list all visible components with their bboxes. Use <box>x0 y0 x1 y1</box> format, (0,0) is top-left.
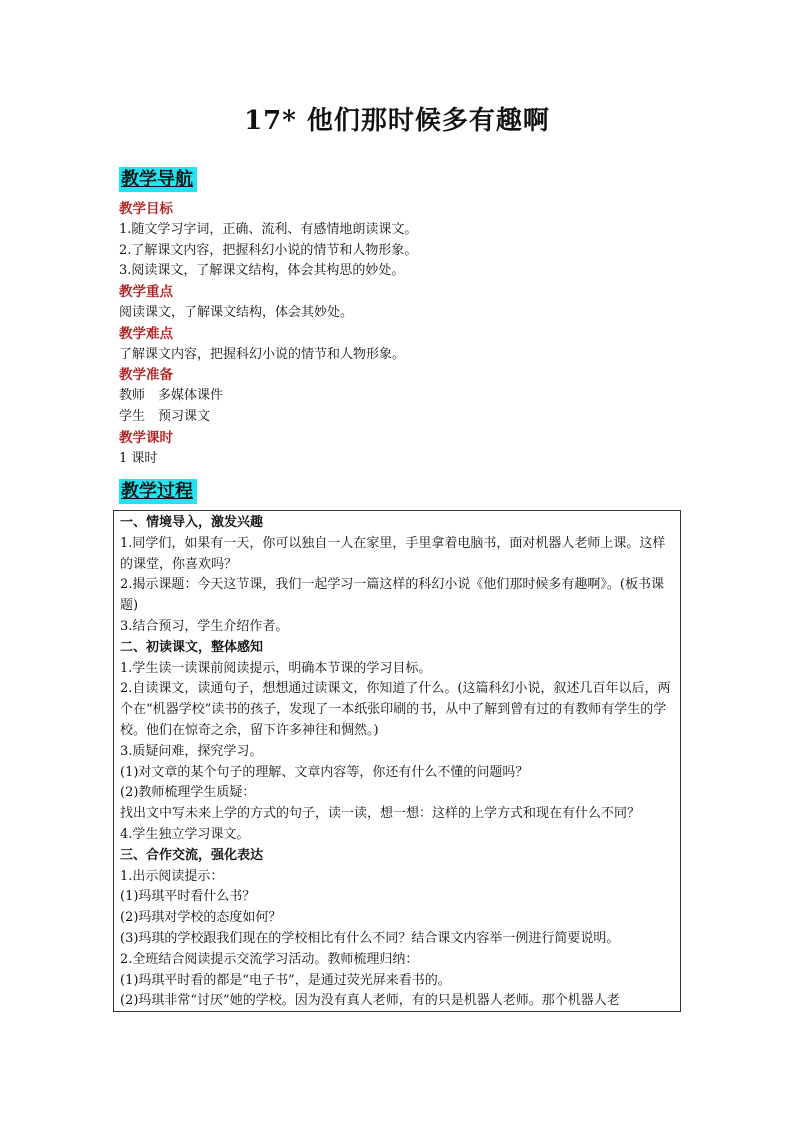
guide-section-hours <box>119 428 679 470</box>
page-title: 17* 他们那时候多有趣啊 <box>244 106 550 136</box>
process-paragraph: (1)对文章的某个句子的理解、文章内容等，你还有什么不懂的问题吗？ <box>120 764 529 780</box>
process-paragraph: 找出文中写未来上学的方式的句子，读一读，想一想：这样的上学方式和现在有什么不同？ <box>120 806 641 822</box>
guide-section-list <box>119 199 679 469</box>
section-label-preparation: 教学准备 <box>119 367 173 384</box>
process-step-heading: 二、初读课文，整体感知 <box>120 639 264 655</box>
process-paragraph: (1)玛琪平时看什么书？ <box>120 889 256 905</box>
process-paragraph: 3.质疑问难，探究学习。 <box>120 743 263 759</box>
guide-section-goals <box>119 199 679 282</box>
hours-line: 1 课时 <box>119 450 158 466</box>
goal-line: 1.随文学习字词，正确、流利、有感情地朗读课文。 <box>119 221 418 237</box>
difficulty-line: 了解课文内容，把握科幻小说的情节和人物形象。 <box>119 346 406 362</box>
process-paragraph: 1.出示阅读提示： <box>120 868 224 884</box>
section-label-goals: 教学目标 <box>119 201 173 217</box>
section-label-hours: 教学课时 <box>119 429 173 446</box>
process-content <box>114 511 680 1012</box>
process-paragraph: 1.学生读一读课前阅读提示，明确本节课的学习目标。 <box>120 660 432 676</box>
guide-heading: 教学导航 <box>119 167 197 192</box>
goal-line: 3.阅读课文，了解课文结构，体会其构思的妙处。 <box>119 263 405 279</box>
process-step-heading: 三、合作交流，强化表达 <box>120 847 264 863</box>
process-paragraph: 4.学生独立学习课文。 <box>120 826 250 842</box>
preparation-line: 教师 多媒体课件 <box>119 388 224 404</box>
process-paragraph: (3)玛琪的学校跟我们现在的学校相比有什么不同？结合课文内容举一例进行简要说明。 <box>120 930 620 946</box>
guide-section-difficulties <box>119 324 679 366</box>
process-paragraph: (2)玛琪对学校的态度如何？ <box>120 910 282 926</box>
process-paragraph: 3.结合预习，学生介绍作者。 <box>120 618 289 634</box>
process-paragraph: 2.全班结合阅读提示交流学习活动。教师梳理归纳： <box>120 951 419 967</box>
section-label-difficulties: 教学难点 <box>119 325 173 342</box>
process-paragraph: 2.自读课文，读通句子，想想通过读课文，你知道了什么。(这篇科幻小说，叙述几百年以后，两个在“机器学校”读书的孩子，发现了一本纸张印刷的书，从中了解到曾有过的有教师有学生的学校。他们在惊奇之余，留下许多神往和惆然。) <box>120 681 671 738</box>
process-paragraph: 2.揭示课题：今天这节课，我们一起学习一篇这样的科幻小说《他们那时候多有趣啊》。(板书课题) <box>120 577 664 614</box>
guide-section-preparation <box>119 365 679 427</box>
process-step-heading: 一、情境导入，激发兴趣 <box>120 515 264 530</box>
guide-section-key-points <box>119 282 679 324</box>
section-label-key-points: 教学重点 <box>119 284 173 301</box>
process-paragraph: 1.同学们，如果有一天，你可以独自一人在家里，手里拿着电脑书，面对机器人老师上课。这样的课堂，你喜欢吗？ <box>120 535 666 572</box>
goal-line: 2.了解课文内容，把握科幻小说的情节和人物形象。 <box>119 242 418 258</box>
process-table <box>113 510 681 1012</box>
process-paragraph: (1)玛琪平时看的都是“电子书”，是通过荧光屏来看书的。 <box>120 972 451 988</box>
process-heading: 教学过程 <box>119 479 197 504</box>
preparation-line: 学生 预习课文 <box>119 408 211 424</box>
process-paragraph: (2)玛琪非常“讨厌”她的学校。因为没有真人老师，有的只是机器人老师。那个机器人老 <box>120 993 620 1009</box>
process-paragraph: (2)教师梳理学生质疑： <box>120 785 256 801</box>
key-point-line: 阅读课文，了解课文结构，体会其妙处。 <box>119 304 354 320</box>
